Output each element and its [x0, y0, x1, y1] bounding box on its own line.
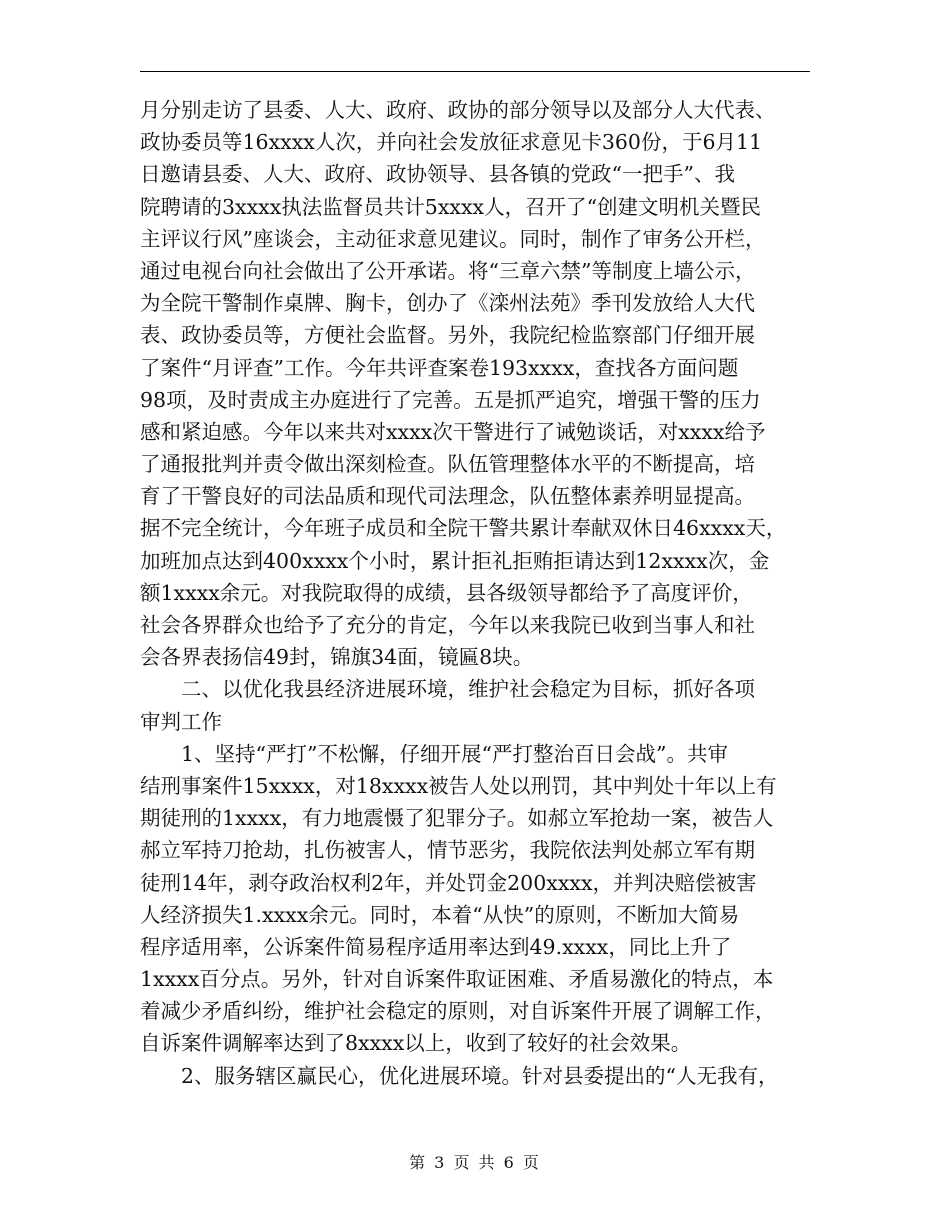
text-line: 了案件“月评查”工作。今年共评查案卷193xxxx，查找各方面问题: [140, 355, 739, 380]
page-number-footer: 第 3 页 共 6 页: [409, 1153, 541, 1172]
text-line: 人经济损失1.xxxx余元。同时，本着“从快”的原则，不断加大简易: [140, 902, 740, 927]
text-line: 自诉案件调解率达到了8xxxx以上，收到了较好的社会效果。: [140, 1031, 692, 1056]
text-line: 徒刑14年，剥夺政治权利2年，并处罚金200xxxx，并判决赔偿被害: [140, 870, 757, 895]
section-heading-line: 审判工作: [140, 709, 222, 734]
text-line: 据不完全统计，今年班子成员和全院干警共累计奉献双休日46xxxx天，: [140, 516, 787, 541]
text-line: 加班加点达到400xxxx个小时，累计拒礼拒贿拒请达到12xxxx次，金: [140, 548, 770, 573]
text-line: 着减少矛盾纠纷，维护社会稳定的原则，对自诉案件开展了调解工作，: [140, 999, 776, 1024]
text-line: 郝立军持刀抢劫，扎伤被害人，情节恶劣，我院依法判处郝立军有期: [140, 838, 755, 863]
text-line: 日邀请县委、人大、政府、政协领导、县各镇的党政“一把手”、我: [140, 162, 735, 187]
text-line: 程序适用率，公诉案件简易程序适用率达到49.xxxx，同比上升了: [140, 934, 732, 959]
text-line: 了通报批判并责令做出深刻检查。队伍管理整体水平的不断提高，培: [140, 452, 755, 477]
text-line: 感和紧迫感。今年以来共对xxxx次干警进行了诫勉谈话，对xxxx给予: [140, 419, 766, 444]
text-line: 会各界表扬信49封，锦旗34面，镜匾8块。: [140, 645, 534, 670]
text-line: 社会各界群众也给予了充分的肯定，今年以来我院已收到当事人和社: [140, 613, 755, 637]
text-line: 育了干警良好的司法品质和现代司法理念，队伍整体素养明显提高。: [140, 484, 755, 509]
text-line: 表、政协委员等，方便社会监督。另外，我院纪检监察部门仔细开展: [140, 323, 755, 348]
body-text: [140, 94, 815, 1092]
text-line: 98项，及时责成主办庭进行了完善。五是抓严追究，增强干警的压力: [140, 387, 761, 412]
section-heading-line: 二、以优化我县经济进展环境，维护社会稳定为目标，抓好各项: [140, 677, 755, 702]
text-line: 月分别走访了县委、人大、政府、政协的部分领导以及部分人大代表、: [140, 98, 776, 122]
text-line: 通过电视台向社会做出了公开承诺。将“三章六禁”等制度上墙公示，: [140, 258, 756, 283]
text-line: 政协委员等16xxxx人次，并向社会发放征求意见卡360份，于6月11: [140, 130, 763, 155]
header-rule: [140, 71, 810, 72]
text-line: 结刑事案件15xxxx，对18xxxx被告人处以刑罚，其中判处十年以上有: [140, 773, 777, 798]
text-line: 院聘请的3xxxx执法监督员共计5xxxx人，召开了“创建文明机关暨民: [140, 194, 762, 219]
text-line: 为全院干警制作桌牌、胸卡，创办了《滦州法苑》季刊发放给人大代: [140, 291, 755, 316]
text-line: 1、坚持“严打”不松懈，仔细开展“严打整治百日会战”。共审: [140, 741, 728, 766]
text-line: 期徒刑的1xxxx，有力地震慑了犯罪分子。如郝立军抢劫一案，被告人: [140, 806, 774, 831]
text-line: 2、服务辖区赢民心，优化进展环境。针对县委提出的“人无我有，: [140, 1063, 779, 1088]
text-line: 1xxxx百分点。另外，针对自诉案件取证困难、矛盾易激化的特点，本: [140, 967, 774, 992]
text-line: 额1xxxx余元。对我院取得的成绩，县各级领导都给予了高度评价，: [140, 580, 753, 605]
text-line: 主评议行风”座谈会，主动征求意见建议。同时，制作了审务公开栏，: [140, 226, 766, 251]
